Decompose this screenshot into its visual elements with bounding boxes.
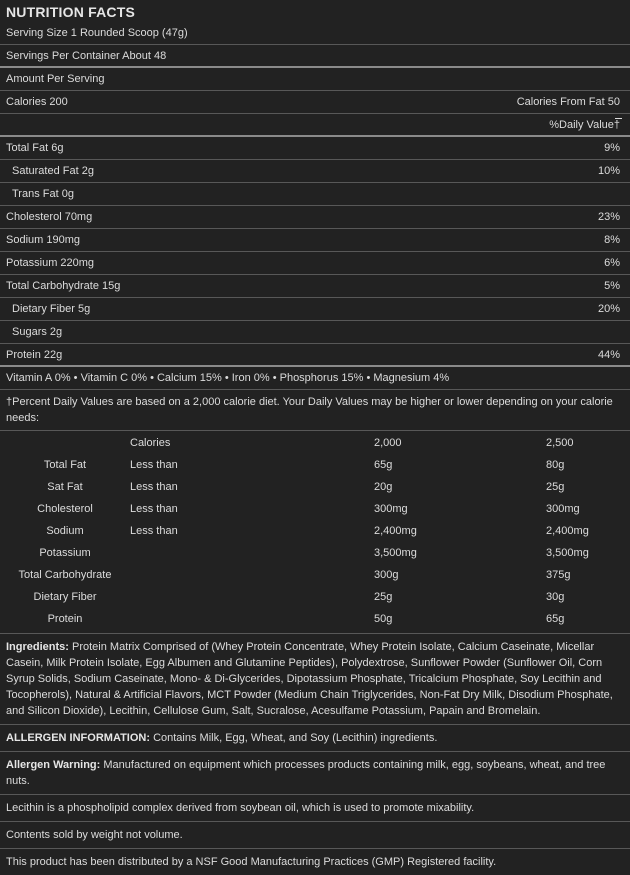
allergen-warning-text: Manufactured on equipment which processes products containing milk, egg, soybeans, wheat, and tree nuts. [6, 759, 606, 787]
nutrient-label: Sugars 2g [12, 326, 63, 338]
table-row [0, 564, 630, 586]
vitamins-minerals: Vitamin A 0% • Vitamin C 0% • Calcium 15% • Iron 0% • Phosphorus 15% • Magnesium 4% [6, 372, 450, 384]
table-cell: 30g [546, 591, 565, 603]
table-row [0, 454, 630, 476]
gmp-note: This product has been distributed by a NSF Good Manufacturing Practices (GMP) Registered facility. [6, 856, 497, 868]
daily-value-footnote: †Percent Daily Values are based on a 2,000 calorie diet. Your Daily Values may be higher or lower depending on your calorie needs: [0, 390, 630, 431]
table-cell: Sat Fat [47, 481, 83, 493]
nutrient-label: Potassium 220mg [6, 257, 95, 269]
serving-size: Serving Size 1 Rounded Scoop (47g) [6, 27, 188, 39]
calories-row [0, 91, 630, 114]
nutrient-dv: 6% [604, 257, 620, 269]
table-cell: 2,400mg [374, 525, 417, 537]
lecithin-note: Lecithin is a phospholipid complex derived from soybean oil, which is used to promote mixability. [0, 795, 630, 822]
table-cell: Sodium [46, 525, 84, 537]
amount-per-serving: Amount Per Serving [6, 73, 105, 85]
table-cell: 20g [374, 481, 393, 493]
nutrient-row [0, 206, 630, 229]
allergen-information-block [0, 725, 630, 752]
table-cell: Total Fat [43, 459, 87, 471]
table-row [0, 498, 630, 520]
table-cell: 80g [546, 459, 565, 471]
table-cell: 300mg [374, 503, 408, 515]
table-cell: Less than [130, 525, 178, 537]
table-cell: 375g [546, 569, 571, 581]
nutrient-row [0, 160, 630, 183]
nutrient-label: Total Carbohydrate 15g [6, 280, 121, 292]
table-row [0, 476, 630, 498]
ingredients-label: Ingredients: [6, 641, 69, 653]
table-cell: Dietary Fiber [33, 591, 97, 603]
panel-title: NUTRITION FACTS [6, 4, 135, 20]
nutrient-dv: 23% [597, 211, 620, 223]
nutrient-label: Sodium 190mg [6, 234, 80, 246]
nutrient-row [0, 275, 630, 298]
nutrient-dv: 44% [597, 348, 620, 361]
table-cell: Protein [47, 613, 83, 625]
calories: Calories 200 [6, 96, 68, 108]
nutrient-row [0, 321, 630, 344]
nutrient-label: Trans Fat 0g [12, 188, 74, 200]
amount-per-serving-row [0, 68, 630, 91]
table-cell: 3,500mg [374, 547, 417, 559]
table-cell: Less than [130, 459, 178, 471]
nutrient-dv: 10% [597, 165, 620, 177]
nutrient-row [0, 298, 630, 321]
table-cell: 2,400mg [546, 525, 589, 537]
table-cell [130, 564, 374, 586]
table-cell [130, 608, 374, 630]
nutrient-label: Dietary Fiber 5g [12, 303, 91, 315]
table-cell: Potassium [39, 547, 91, 559]
calories-from-fat: Calories From Fat 50 [516, 96, 620, 108]
allergen-warning-block [0, 752, 630, 795]
table-cell: 2,000 [374, 437, 402, 449]
table-cell: 3,500mg [546, 547, 589, 559]
table-cell: 2,500 [546, 437, 574, 449]
daily-value-header: %Daily Value† [549, 118, 620, 131]
nutrient-dv: 20% [597, 303, 620, 315]
table-cell: Less than [130, 481, 178, 493]
nutrient-row [0, 229, 630, 252]
table-cell: Total Carbohydrate [18, 569, 112, 581]
nutrient-row [0, 137, 630, 160]
daily-value-reference-table [0, 431, 630, 634]
table-cell [130, 542, 374, 564]
table-cell [130, 586, 374, 608]
table-cell: 65g [374, 459, 393, 471]
nutrient-row [0, 183, 630, 206]
nutrient-label: Cholesterol 70mg [6, 211, 93, 223]
allergen-information-text: Contains Milk, Egg, Wheat, and Soy (Lecithin) ingredients. [150, 732, 438, 744]
table-row [0, 542, 630, 564]
nutrient-row [0, 252, 630, 275]
table-cell: Less than [130, 503, 178, 515]
table-cell [0, 432, 130, 454]
vitamins-row [0, 367, 630, 390]
nutrient-dv: 8% [604, 234, 620, 246]
nutrient-dv: 5% [604, 280, 620, 292]
ingredients-text: Protein Matrix Comprised of (Whey Protein Concentrate, Whey Protein Isolate, Calcium Caseinate, Micellar Casein, Milk Protein Isolate, Egg Albumen and Glutamine Peptides), Polydextrose, Sunflower Powder (Sunflower Oil, Corn Syrup Solids, Sodium Caseinate, Mono- & Di-Glycerides, Dipotassium Phosphate, Tricalcium Phosphate, Soy Lecithin and Tocopherols), Natural & Artificial Flavors, MCT Powder (Medium Chain Triglycerides, Non-Fat Dry Milk, Disodium Phosphate, and Silicon Dioxide), Lecithin, Cellulose Gum, Salt, Sucralose, Acesulfame Potassium, Papain and Bromelain. [6, 641, 613, 717]
table-cell: 50g [374, 613, 393, 625]
table-row [0, 432, 630, 454]
nutrient-row [0, 344, 630, 367]
daily-value-header-row [0, 114, 630, 137]
nutrient-label: Total Fat 6g [6, 142, 64, 154]
table-cell: 25g [546, 481, 565, 493]
table-cell: Calories [130, 437, 171, 449]
serving-size-row [0, 22, 630, 45]
nutrient-dv: 9% [604, 142, 620, 154]
table-cell: 300mg [546, 503, 580, 515]
table-cell: Cholesterol [37, 503, 93, 515]
weight-note: Contents sold by weight not volume. [0, 822, 630, 849]
nutrient-label: Protein 22g [6, 348, 63, 361]
ingredients-block [0, 634, 630, 725]
table-row [0, 586, 630, 608]
table-row [0, 520, 630, 542]
table-cell: 25g [374, 591, 393, 603]
table-cell: 300g [374, 569, 399, 581]
allergen-warning-label: Allergen Warning: [6, 759, 101, 771]
servings-per-container-row [0, 45, 630, 68]
table-row [0, 608, 630, 630]
servings-per-container: Servings Per Container About 48 [6, 49, 167, 62]
nutrient-label: Saturated Fat 2g [12, 165, 94, 177]
allergen-information-label: ALLERGEN INFORMATION: [6, 732, 151, 744]
table-cell: 65g [546, 613, 565, 625]
